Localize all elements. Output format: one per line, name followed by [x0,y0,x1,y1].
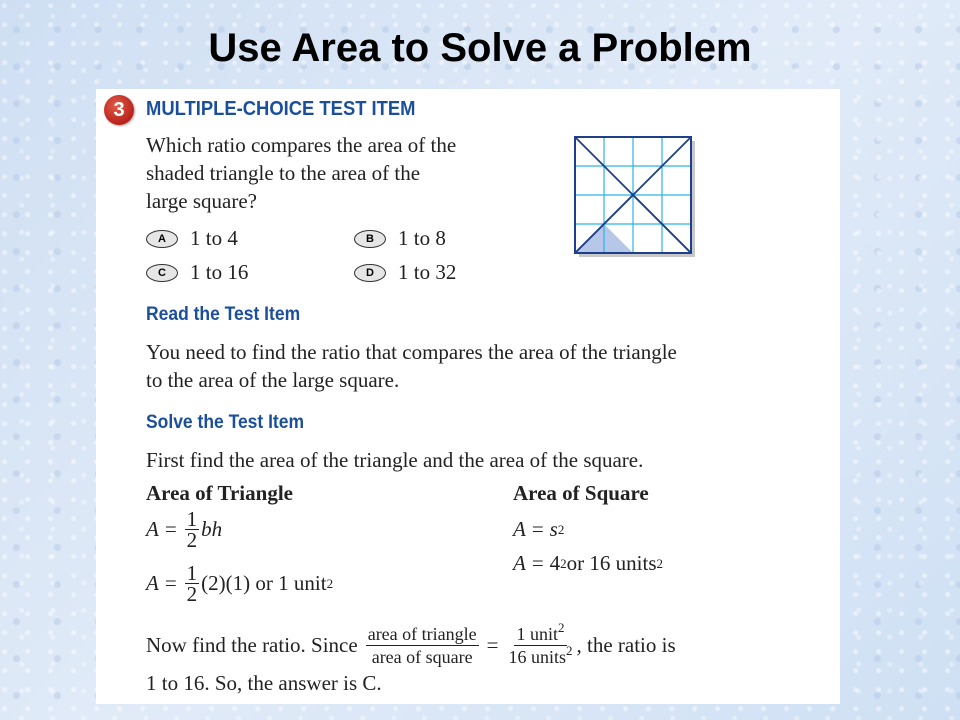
numerator: area of triangle [367,624,477,644]
item-number-badge: 3 [104,95,134,125]
textbook-panel [96,89,840,704]
question-line: Which ratio compares the area of the [146,133,457,157]
denominator: 2 [186,582,198,606]
read-line: You need to find the ratio that compares the area of the triangle [146,340,677,364]
choice-b[interactable] [354,226,446,251]
ratio-sentence [146,620,676,668]
ratio-tail: , the ratio is [576,633,676,657]
equals-sign: = [164,571,177,595]
formula-variable: A [513,517,526,541]
numerator: 1 [186,561,198,585]
choice-text-c: 1 to 16 [190,260,249,284]
choice-text-d: 1 to 32 [398,260,457,284]
formula-base: s [549,517,558,541]
choice-letter-b: B [354,230,386,248]
solve-intro: First find the area of the triangle and the area of the square. [146,448,644,472]
denominator [506,643,574,668]
square-heading: Area of Square [513,481,649,505]
triangle-heading: Area of Triangle [146,481,293,505]
read-heading: Read the Test Item [146,304,301,325]
slide-title: Use Area to Solve a Problem [208,26,752,70]
choice-letter-c: C [146,264,178,282]
grid-square-figure [574,136,698,260]
square-calculation: A = 4 2 or 16 units 2 [513,551,664,575]
equals-sign: = [531,551,544,575]
formula-rest: (2)(1) or 1 unit [201,571,327,595]
formula-rest: bh [201,517,223,541]
choice-letter-a: A [146,230,178,248]
formula-rest: or 16 units [566,551,657,575]
equals-sign: = [486,633,499,657]
formula-variable: A [146,571,159,595]
question-text [146,131,456,215]
ratio-unit-fraction [506,620,574,668]
answer-line: 1 to 16. So, the answer is C. [146,671,382,695]
formula-base: 4 [549,551,561,575]
choice-letter-d: D [354,264,386,282]
square-formula: A = s 2 [513,517,565,541]
triangle-formula [146,509,222,550]
formula-variable: A [513,551,526,575]
choice-text-b: 1 to 8 [398,226,446,250]
exponent: 2 [558,620,565,635]
choice-c[interactable] [146,260,248,285]
ratio-word-fraction [366,623,479,668]
read-text [146,338,677,394]
choice-a[interactable] [146,226,238,251]
read-line: to the area of the large square. [146,368,400,392]
equals-sign: = [164,517,177,541]
denominator: area of square [371,647,473,667]
formula-variable: A [146,517,159,541]
fraction-one-half [185,509,200,550]
equals-sign: = [531,517,544,541]
choice-d[interactable] [354,260,456,285]
numerator [514,620,566,646]
solve-heading: Solve the Test Item [146,412,305,433]
numerator: 1 [186,507,198,531]
triangle-calculation: A = $\frac{1}{2}$ (2)(1) or 1 unit 2 [146,561,334,606]
denominator-text: 16 units [508,647,566,667]
exponent: 2 [566,643,573,658]
numerator-text: 1 unit [516,624,558,644]
ratio-lead: Now find the ratio. Since [146,633,358,657]
question-line: large square? [146,189,257,213]
fraction-one-half [185,563,200,604]
item-label: MULTIPLE-CHOICE TEST ITEM [146,98,416,120]
denominator: 2 [186,528,198,552]
choice-text-a: 1 to 4 [190,226,238,250]
question-line: shaded triangle to the area of the [146,161,421,185]
